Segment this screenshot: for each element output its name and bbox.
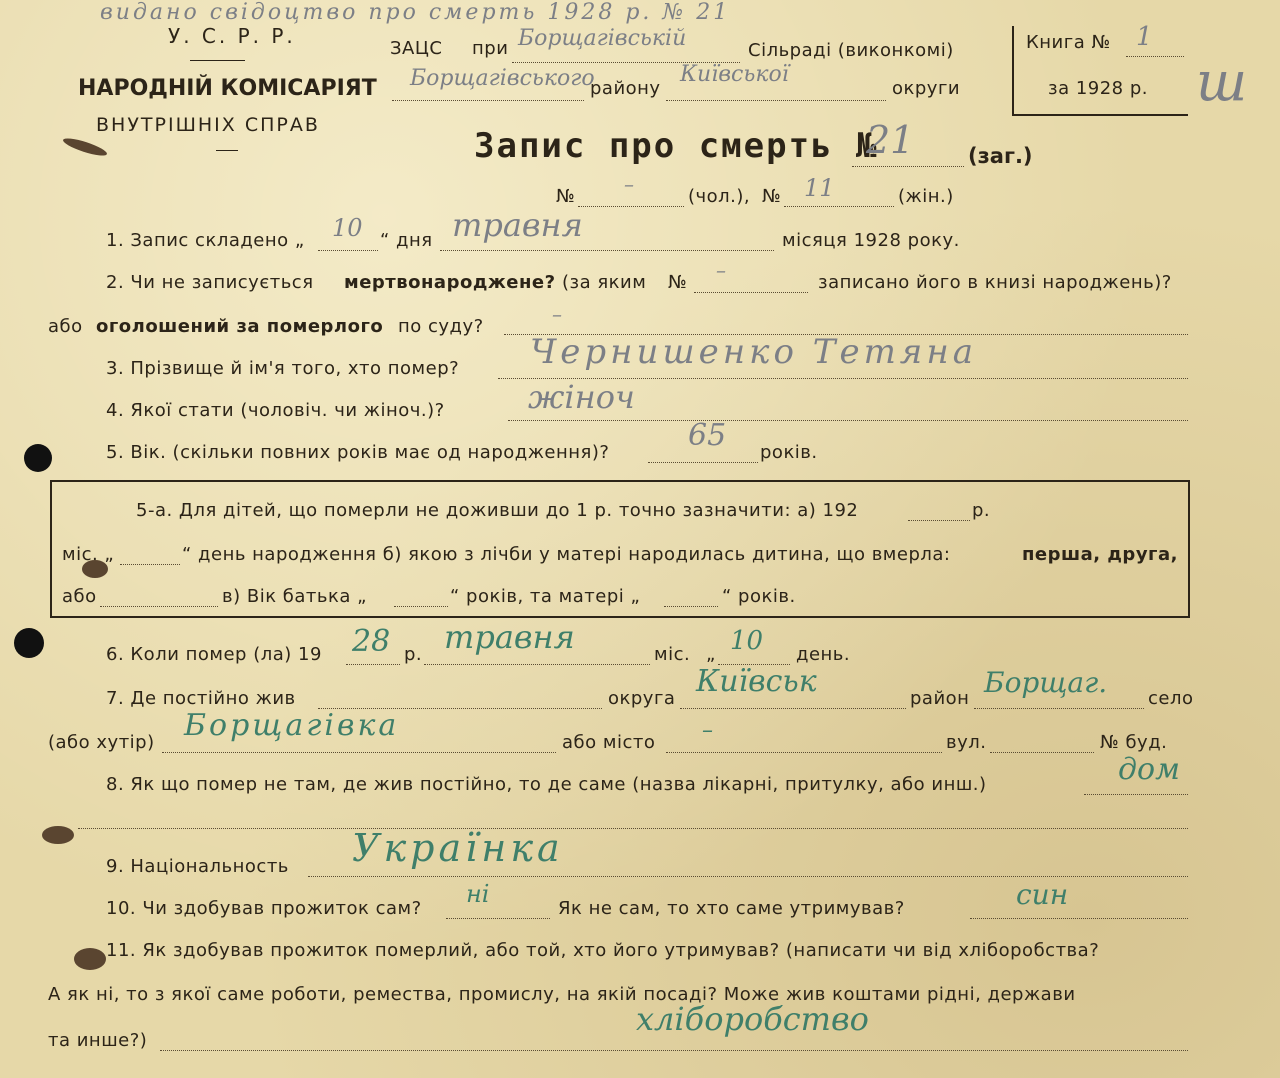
row10-value: ні xyxy=(466,880,490,908)
box-line2-start: міс. „ xyxy=(62,544,115,565)
commissariat-label: НАРОДНІЙ КОМІСАРІЯТ xyxy=(78,76,377,101)
raion-value: Борщагівського xyxy=(410,66,595,91)
zhin-value: 11 xyxy=(804,174,835,202)
row4-line xyxy=(508,420,1188,421)
pri-label: при xyxy=(472,38,509,59)
book-label: Книга № xyxy=(1026,32,1111,53)
box-line3-start: або xyxy=(62,586,97,607)
row5-line xyxy=(648,462,758,463)
book-value: 1 xyxy=(1136,22,1153,52)
raion-line xyxy=(392,100,584,101)
book-line xyxy=(1126,56,1184,57)
row2-bold: мертвонароджене? xyxy=(344,272,556,293)
republic-label: У. С. Р. Р. xyxy=(168,24,296,48)
binding-hole xyxy=(14,628,44,658)
row8-value: дом xyxy=(1118,752,1180,787)
row9-label: 9. Національность xyxy=(106,856,289,877)
paper-damage xyxy=(74,948,106,970)
title-number-line xyxy=(852,166,964,167)
department-label: ВНУТРІШНІХ СПРАВ xyxy=(96,114,320,136)
row6-day: 10 xyxy=(730,626,764,656)
box-line2-mid: “ день народження б) якою з лічби у матері народилась дитина, що вмерла: xyxy=(182,544,951,565)
okruga-value: Київської xyxy=(680,62,789,87)
row7-label: 7. Де постійно жив xyxy=(106,688,296,709)
box-line1: 5-а. Для дітей, що померли не доживши до 1 р. точно зазначити: а) 192 xyxy=(136,500,859,521)
row4-value: жіноч xyxy=(528,378,635,416)
chol-label: (чол.), xyxy=(688,186,751,207)
header-rule xyxy=(216,150,238,151)
row7b-vul-line xyxy=(990,752,1094,753)
row7b-line xyxy=(162,752,556,753)
row8-line-a xyxy=(1084,794,1188,795)
row2-d: записано його в книзі народжень)? xyxy=(818,272,1172,293)
row9-value: Українка xyxy=(352,826,564,870)
row3-value: Чернишенко Тетяна xyxy=(530,332,977,372)
row10-label: 10. Чи здобував прожиток сам? xyxy=(106,898,422,919)
row1-month: травня xyxy=(452,206,583,244)
row1-day-line xyxy=(318,250,378,251)
row1-day: 10 xyxy=(332,214,363,242)
box-line2-bold: перша, друга, xyxy=(1022,544,1178,565)
row6-year-line xyxy=(346,664,400,665)
row3-label: 3. Прізвище й ім'я того, хто помер? xyxy=(106,358,460,379)
header-rule xyxy=(190,60,245,61)
row2-value: – xyxy=(716,258,726,282)
row6-mis: міс. xyxy=(654,644,691,665)
row6-month: травня xyxy=(444,618,575,656)
row6-q: „ xyxy=(706,644,716,665)
chol-line xyxy=(578,206,684,207)
row2-num: № xyxy=(668,272,688,293)
row8-line-b xyxy=(78,828,1188,829)
row6-r: р. xyxy=(404,644,423,665)
row6-end: день. xyxy=(796,644,851,665)
row10-value2: син xyxy=(1016,878,1069,911)
row10-line-a xyxy=(446,918,550,919)
row2b-bold: оголошений за померлого xyxy=(96,316,384,337)
zhin-label: (жін.) xyxy=(898,186,954,207)
row2b-value: – xyxy=(552,302,562,326)
row2b-a: або xyxy=(48,316,83,337)
box-birth-order-line xyxy=(100,606,218,607)
row10-line-b xyxy=(970,918,1188,919)
row2-c: (за яким xyxy=(562,272,647,293)
row1-month-line xyxy=(440,250,774,251)
row7-okruga-value: Київськ xyxy=(696,664,817,699)
zhin-line xyxy=(784,206,894,207)
row5-suffix: років. xyxy=(760,442,818,463)
box-line3-mid2: “ років, та матері „ xyxy=(450,586,641,607)
row7b-misto: або місто xyxy=(562,732,656,753)
box-year-line xyxy=(908,520,970,521)
row4-label: 4. Якої стати (чоловіч. чи жіноч.)? xyxy=(106,400,445,421)
row8-label: 8. Як що помер не там, де жив постійно, то де саме (назва лікарні, притулку, або инш.) xyxy=(106,774,987,795)
box-day-line xyxy=(120,564,180,565)
box-father-age-line xyxy=(394,606,448,607)
year-label: за 1928 р. xyxy=(1048,78,1149,99)
chol-value: – xyxy=(624,172,634,196)
box-line3-mid: в) Вік батька „ xyxy=(222,586,367,607)
row11-line3: та инше?) xyxy=(48,1030,148,1051)
record-number: 21 xyxy=(866,118,915,162)
okruga-line xyxy=(666,100,886,101)
row7-okruga: округа xyxy=(608,688,676,709)
row5-label: 5. Вік. (скільки повних років має од народження)? xyxy=(106,442,610,463)
box-line1-suffix: р. xyxy=(972,500,991,521)
num-label-2: № xyxy=(762,186,782,207)
row7b-misto-line xyxy=(666,752,942,753)
row2-num-line xyxy=(694,292,808,293)
row7b-value: Борщагівка xyxy=(184,708,400,743)
title-suffix: (заг.) xyxy=(968,144,1033,168)
row1-prefix: 1. Запис складено „ xyxy=(106,230,305,251)
row11-line2: А як ні, то з якої саме роботи, ремества, промислу, на якій посаді? Може жив коштами рідні, держави xyxy=(48,984,1076,1005)
selrada-value: Борщагівській xyxy=(518,26,687,51)
row1-suffix: місяця 1928 року. xyxy=(782,230,960,251)
row5-value: 65 xyxy=(688,418,727,453)
binding-hole xyxy=(24,444,52,472)
box-line3-end: “ років. xyxy=(722,586,796,607)
top-handwritten-note: видано свідоцтво про смерть 1928 р. № 21 xyxy=(100,0,731,25)
num-label: № xyxy=(556,186,576,207)
box-mother-age-line xyxy=(664,606,718,607)
row6-month-line xyxy=(424,664,650,665)
row9-line xyxy=(308,876,1188,877)
row7b-vul: вул. xyxy=(946,732,987,753)
row11-value: хліборобство xyxy=(636,1000,869,1038)
row7b-bud: № буд. xyxy=(1100,732,1168,753)
zags-label: ЗАЦС xyxy=(390,38,443,59)
paper-damage xyxy=(62,135,109,159)
row2-a: 2. Чи не записується xyxy=(106,272,314,293)
selrada-label: Сільраді (виконкомі) xyxy=(748,40,954,61)
row6-year: 28 xyxy=(352,624,391,659)
row11-line1: 11. Як здобував прожиток померлий, або той, хто його утримував? (написати чи від хліборобства? xyxy=(106,940,1100,961)
okruga-label: округи xyxy=(892,78,961,99)
record-title: Запис про смерть № xyxy=(474,126,879,166)
row2b-c: по суду? xyxy=(398,316,484,337)
row7-raion-value: Борщаг. xyxy=(984,666,1108,699)
row10-mid: Як не сам, то хто саме утримував? xyxy=(558,898,905,919)
row7-okruga-line xyxy=(680,708,906,709)
row1-mid: “ дня xyxy=(380,230,433,251)
corner-mark: ш xyxy=(1196,50,1248,113)
row7-raion: район xyxy=(910,688,970,709)
paper-damage xyxy=(42,826,74,844)
row7-selo: село xyxy=(1148,688,1194,709)
row7-raion-line xyxy=(974,708,1144,709)
row7b-misto-value: – xyxy=(702,718,713,743)
raion-label: району xyxy=(590,78,661,99)
row6-label: 6. Коли помер (ла) 19 xyxy=(106,644,322,665)
row7b-label: (або хутір) xyxy=(48,732,155,753)
row11-line xyxy=(160,1050,1188,1051)
